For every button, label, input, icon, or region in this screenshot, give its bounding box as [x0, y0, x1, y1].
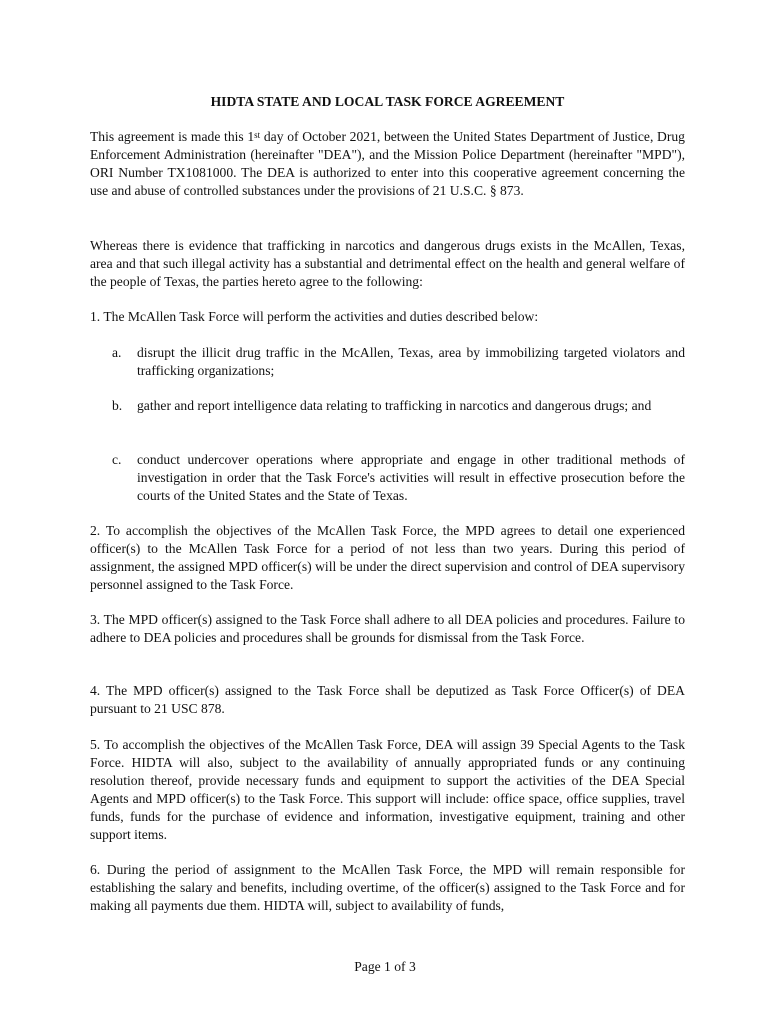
ordinal-suffix: st	[254, 130, 261, 140]
section-5-paragraph: 5. To accomplish the objectives of the McAllen Task Force, DEA will assign 39 Special Agents to the Task Force. HIDTA will also, subject to the availability of annually appropriated funds or any continuing resolution thereof, provide necessary funds and equipment to support the activities of the DEA Special Agents and MPD officer(s) to the Task Force. This support will include: office space, office supplies, travel funds, funds for the purchase of evidence and information, investigative equipment, training and other support items.	[90, 737, 685, 842]
section-4-paragraph: 4. The MPD officer(s) assigned to the Task Force shall be deputized as Task Force Officer(s) of DEA pursuant to 21 USC 878.	[90, 683, 685, 716]
section-1-heading: 1. The McAllen Task Force will perform the activities and duties described below:	[90, 309, 539, 324]
list-marker: b.	[112, 398, 123, 413]
list-item-text: conduct undercover operations where appropriate and engage in other traditional methods of investigation in order that the Task Force's activities will result in effective prosecution before the courts of the United States and the State of Texas.	[137, 452, 685, 503]
document-title: HIDTA STATE AND LOCAL TASK FORCE AGREEMENT	[210, 94, 565, 109]
list-item-a	[112, 344, 685, 380]
section-3-paragraph: 3. The MPD officer(s) assigned to the Task Force shall adhere to all DEA policies and procedures. Failure to adhere to DEA policies and procedures shall be grounds for dismissal from the Task Force.	[90, 612, 685, 645]
section-2-paragraph: 2. To accomplish the objectives of the McAllen Task Force, the MPD agrees to detail one experienced officer(s) to the McAllen Task Force for a period of not less than two years. During this period of assignment, the assigned MPD officer(s) will be under the direct supervision and control of DEA supervisory personnel assigned to the Task Force.	[90, 523, 685, 592]
list-marker: c.	[112, 452, 122, 467]
section-6-paragraph: 6. During the period of assignment to the McAllen Task Force, the MPD will remain responsible for establishing the salary and benefits, including overtime, of the officer(s) assigned to the Task Force and for making all payments due them. HIDTA will, subject to availability of funds,	[90, 862, 685, 913]
list-item-text: gather and report intelligence data relating to trafficking in narcotics and dangerous drugs; and	[137, 398, 652, 413]
intro-text-start: This agreement is made this 1	[90, 129, 255, 144]
whereas-paragraph: Whereas there is evidence that trafficking in narcotics and dangerous drugs exists in the McAllen, Texas, area and that such illegal activity has a substantial and detrimental effect on the health and general welfare of the people of Texas, the parties hereto agree to the following:	[90, 238, 685, 289]
intro-text-end: day of October 2021, between the United States Department of Justice, Drug Enforcement Administration (hereinafter "DEA"), and the Mission Police Department (hereinafter "MPD"), ORI Number TX1081000. The DEA is authorized to enter into this cooperative agreement concerning the use and abuse of controlled substances under the provisions of 21 U.S.C. § 873.	[90, 129, 685, 198]
list-item-c	[112, 451, 685, 505]
list-item-b	[112, 397, 685, 415]
intro-paragraph	[90, 128, 685, 200]
list-item-text: disrupt the illicit drug traffic in the McAllen, Texas, area by immobilizing targeted violators and trafficking organizations;	[137, 345, 685, 378]
page-number: Page 1 of 3	[354, 959, 416, 974]
list-marker: a.	[112, 345, 122, 360]
